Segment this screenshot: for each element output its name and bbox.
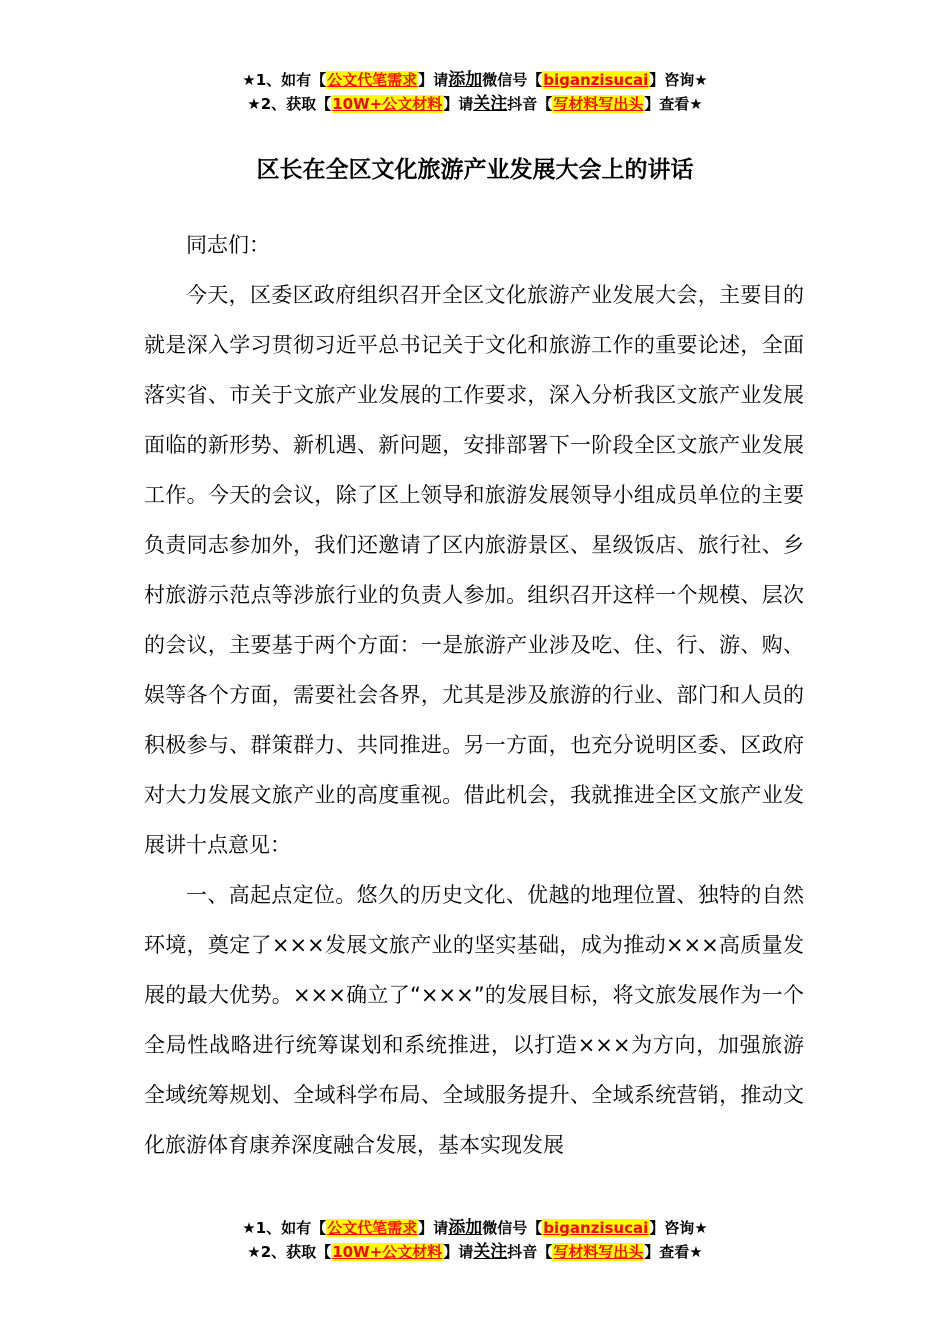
banner-text: 抖音【	[507, 1243, 553, 1261]
highlight-douyin-account: 写材料写出头	[553, 95, 644, 113]
banner-text: 】请	[443, 95, 474, 113]
paragraph-point-1: 一、高起点定位。悠久的历史文化、优越的地理位置、独特的自然环境，奠定了×××发展文旅产业的坚实基础，成为推动×××高质量发展的最大优势。×××确立了“×××”的发展目标，将文旅发展作为一个全局性战略进行统筹谋划和系统推进，以打造×××为方向，加强旅游全域统筹规划、全域科学布局、全域服务提升、全域系统营销，推动文化旅游体育康养深度融合发展，基本实现发展	[144, 883, 804, 1157]
highlight-service: 公文代笔需求	[327, 1219, 418, 1237]
banner-text: 】咨询★	[649, 71, 708, 89]
header-banner	[0, 68, 950, 116]
highlight-materials: 10W+公文材料	[332, 95, 443, 113]
banner-line-2	[0, 92, 950, 116]
document-body	[144, 220, 804, 1170]
banner-text: ★2、获取【	[247, 1243, 332, 1261]
banner-text: 】查看★	[644, 1243, 703, 1261]
paragraph-intro: 今天，区委区政府组织召开全区文化旅游产业发展大会，主要目的就是深入学习贯彻习近平总书记关于文化和旅游工作的重要论述，全面落实省、市关于文旅产业发展的工作要求，深入分析我区文旅产业发展面临的新形势、新机遇、新问题，安排部署下一阶段全区文旅产业发展工作。今天的会议，除了区上领导和旅游发展领导小组成员单位的主要负责同志参加外，我们还邀请了区内旅游景区、星级饭店、旅行社、乡村旅游示范点等涉旅行业的负责人参加。组织召开这样一个规模、层次的会议，主要基于两个方面：一是旅游产业涉及吃、住、行、游、购、娱等各个方面，需要社会各界，尤其是涉及旅游的行业、部门和人员的积极参与、群策群力、共同推进。另一方面，也充分说明区委、区政府对大力发展文旅产业的高度重视。借此机会，我就推进全区文旅产业发展讲十点意见：	[144, 283, 804, 857]
banner-emphasis: 添加	[448, 1218, 483, 1238]
banner-text: 】查看★	[644, 95, 703, 113]
banner-text: 微信号【	[482, 1219, 543, 1237]
highlight-wechat-id: biganzisucai	[543, 1219, 649, 1237]
banner-text: 】请	[418, 1219, 449, 1237]
highlight-douyin-account: 写材料写出头	[553, 1243, 644, 1261]
banner-text: ★1、如有【	[242, 71, 327, 89]
banner-text: 微信号【	[482, 71, 543, 89]
banner-line-1	[0, 68, 950, 92]
highlight-service: 公文代笔需求	[327, 71, 418, 89]
banner-emphasis: 关注	[473, 1242, 508, 1262]
banner-text: 抖音【	[507, 95, 553, 113]
banner-text: ★1、如有【	[242, 1219, 327, 1237]
footer-banner	[0, 1216, 950, 1264]
banner-line-2	[0, 1240, 950, 1264]
document-title: 区长在全区文化旅游产业发展大会上的讲话	[256, 157, 694, 183]
banner-line-1	[0, 1216, 950, 1240]
banner-emphasis: 关注	[473, 94, 508, 114]
highlight-wechat-id: biganzisucai	[543, 71, 649, 89]
highlight-materials: 10W+公文材料	[332, 1243, 443, 1261]
banner-text: 】咨询★	[649, 1219, 708, 1237]
banner-text: 】请	[443, 1243, 474, 1261]
banner-text: 】请	[418, 71, 449, 89]
banner-emphasis: 添加	[448, 70, 483, 90]
salutation: 同志们：	[186, 233, 270, 257]
banner-text: ★2、获取【	[247, 95, 332, 113]
